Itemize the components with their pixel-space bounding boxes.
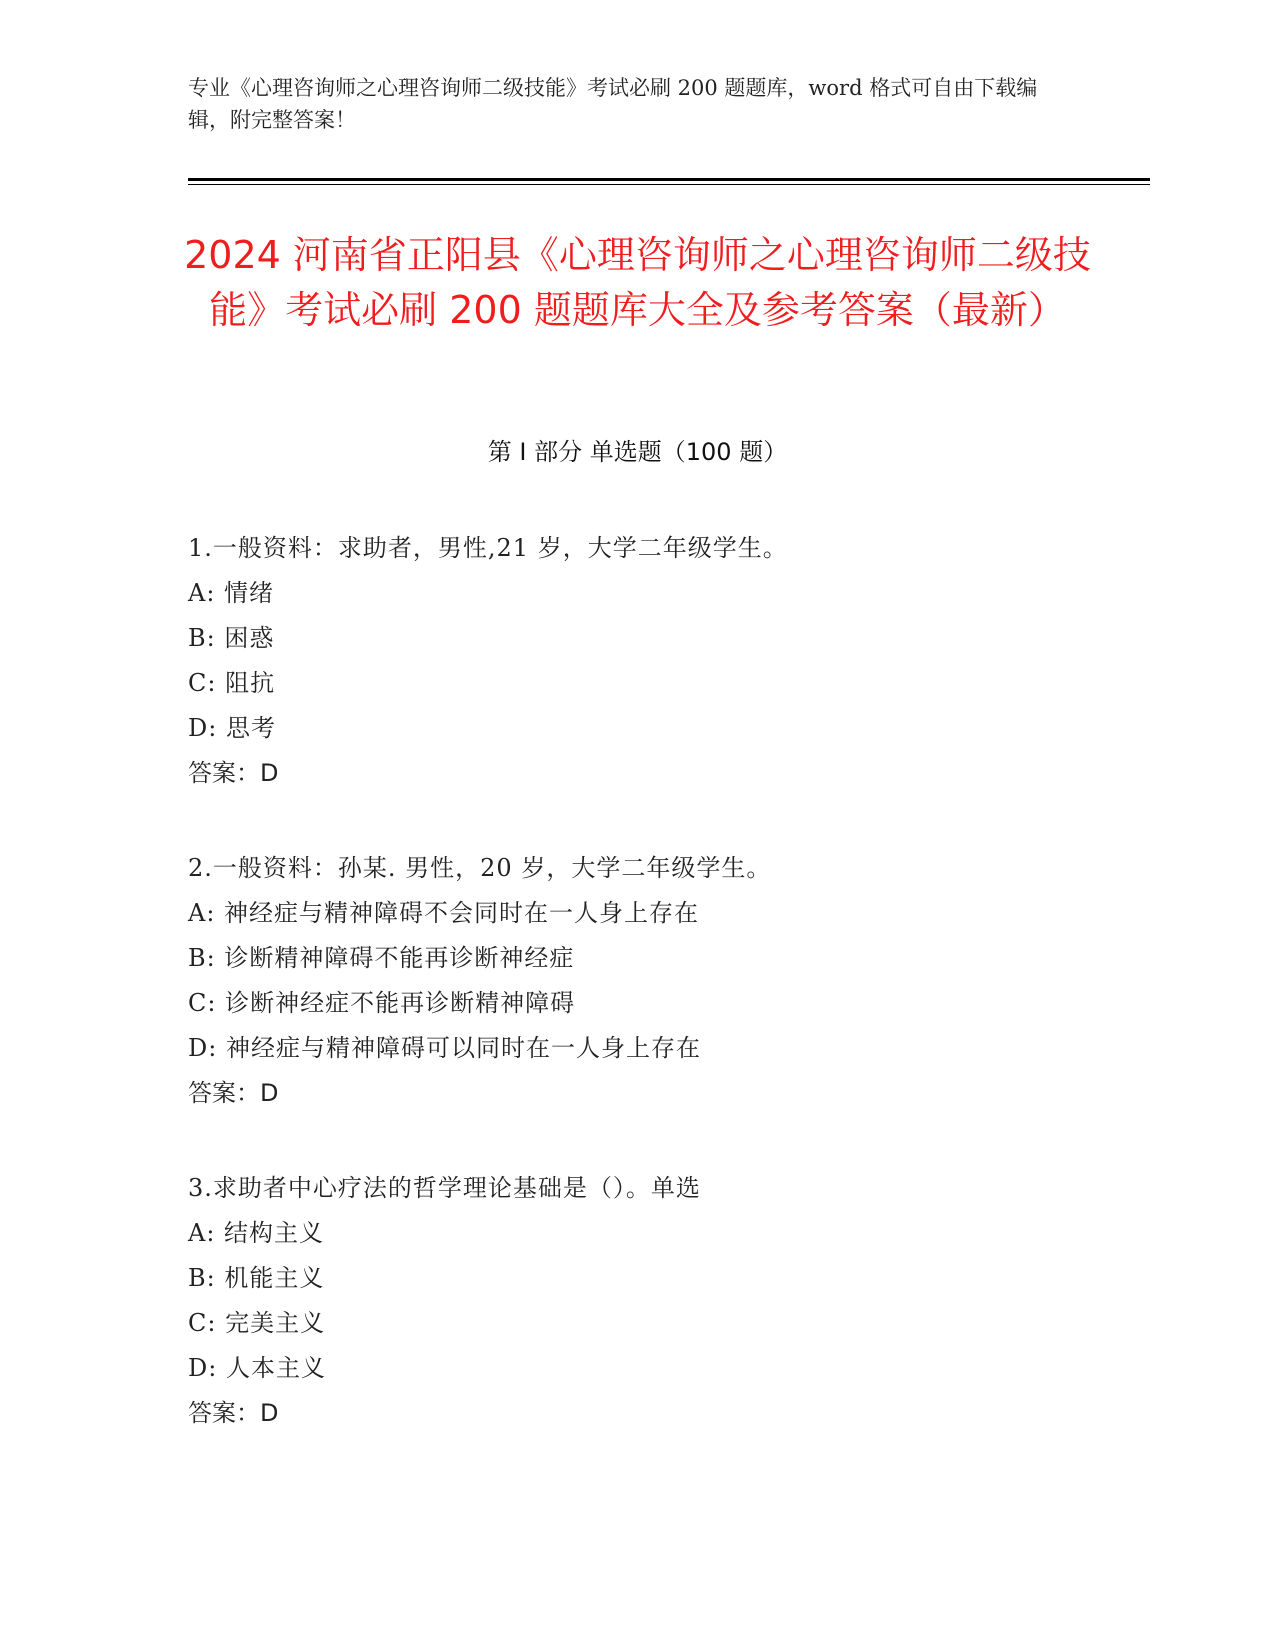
header-note: 专业《心理咨询师之心理咨询师二级技能》考试必刷 200 题题库，word 格式可自由下载编辑，附完整答案！	[188, 76, 1038, 132]
option-d: D: 人本主义	[188, 1354, 326, 1382]
header-rule-thin	[188, 184, 1150, 185]
option-a: A: 神经症与精神障碍不会同时在一人身上存在	[188, 899, 700, 927]
document-title: 2024 河南省正阳县《心理咨询师之心理咨询师二级技能》考试必刷 200 题题库大全及参考答案（最新）	[184, 233, 1091, 332]
option-c: C: 诊断神经症不能再诊断精神障碍	[188, 989, 576, 1017]
option-c: C: 完美主义	[188, 1309, 326, 1337]
question-stem: 1.一般资料：求助者，男性,21 岁，大学二年级学生。	[188, 534, 788, 562]
answer: 答案：D	[188, 1079, 279, 1107]
question-stem: 3.求助者中心疗法的哲学理论基础是（）。单选	[188, 1174, 701, 1202]
option-b: B: 困惑	[188, 624, 275, 652]
answer: 答案：D	[188, 759, 279, 787]
section-title: 第 I 部分 单选题（100 题）	[487, 438, 788, 466]
question-stem: 2.一般资料：孙某. 男性，20 岁，大学二年级学生。	[188, 854, 772, 882]
option-d: D: 神经症与精神障碍可以同时在一人身上存在	[188, 1034, 701, 1062]
question-1	[188, 526, 1108, 796]
answer: 答案：D	[188, 1399, 279, 1427]
header-rule-thick	[188, 178, 1150, 181]
option-c: C: 阻抗	[188, 669, 276, 697]
option-b: B: 机能主义	[188, 1264, 325, 1292]
question-3	[188, 1166, 1108, 1436]
option-d: D: 思考	[188, 714, 276, 742]
question-2	[188, 846, 1108, 1116]
option-a: A: 情绪	[188, 579, 275, 607]
option-b: B: 诊断精神障碍不能再诊断神经症	[188, 944, 575, 972]
option-a: A: 结构主义	[188, 1219, 325, 1247]
